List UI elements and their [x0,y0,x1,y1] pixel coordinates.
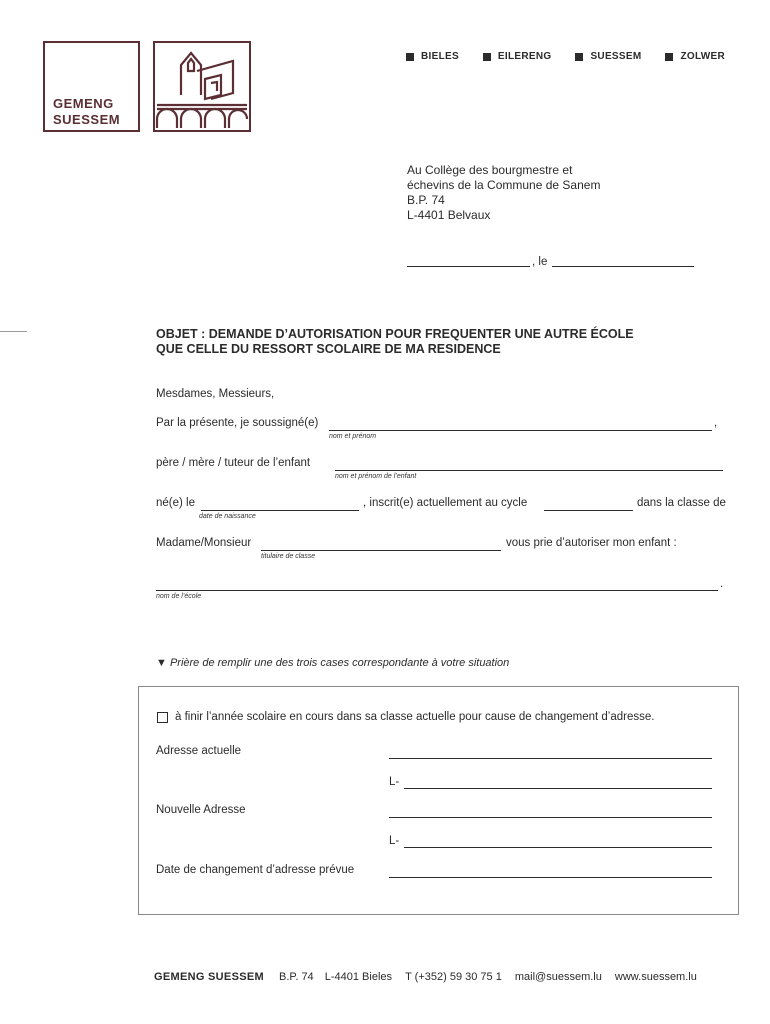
commune-crest-icon [153,41,251,132]
option1-checkbox[interactable] [157,712,168,723]
logo-line2: SUESSEM [53,112,121,127]
date-separator: , le [532,256,548,268]
option1-text: à finir l’année scolaire en cours dans sa classe actuelle pour cause de changement d’adresse. [175,711,655,723]
school-hint: nom de l’école [156,593,202,600]
cycle-label: , inscrit(e) actuellement au cycle [363,497,528,509]
new-postcode-prefix: L- [389,835,400,847]
current-address-label: Adresse actuelle [156,745,242,757]
soussigne-comma: , [714,417,718,429]
class-label: dans la classe de [637,497,726,509]
bridge-tower-icon [155,43,249,130]
footer-contact [154,971,697,983]
current-postcode-field[interactable] [404,788,712,789]
recipient-address: Au Collège des bourgmestre et échevins de la Commune de Sanem B.P. 74 L-4401 Belvaux [407,163,601,222]
gemeng-suessem-logo [43,41,140,132]
parent-label: père / mère / tuteur de l’enfant [156,457,311,469]
teacher-hint: titulaire de classe [261,553,316,560]
nav-item-eilereng[interactable]: EILERENG [483,51,552,62]
footer-bp: B.P. 74 [279,971,314,983]
margin-fold-mark [0,331,27,332]
locality-nav [406,51,725,62]
change-date-field[interactable] [389,877,712,878]
nav-item-bieles[interactable]: BIELES [406,51,459,62]
nav-item-zolwer[interactable]: ZOLWER [665,51,725,62]
teacher-field[interactable] [261,550,501,551]
soussigne-label: Par la présente, je soussigné(e) [156,417,319,429]
name-hint: nom et prénom [329,433,377,440]
child-name-field[interactable] [335,470,723,471]
new-postcode-field[interactable] [404,847,712,848]
change-date-label: Date de changement d’adresse prévue [156,864,355,876]
footer-city: L-4401 Bieles [324,971,393,983]
birth-label: né(e) le [156,497,195,509]
square-bullet-icon [483,53,491,61]
salutation: Mesdames, Messieurs, [156,388,275,400]
footer-website[interactable]: www.suessem.lu [614,971,697,983]
school-period: . [720,578,724,590]
letter-subject: OBJET : DEMANDE D’AUTORISATION POUR FREQUENTER UNE AUTRE ÉCOLE QUE CELLE DU RESSORT SCOLAIRE DE MA RESIDENCE [156,327,634,356]
nav-item-suessem[interactable]: SUESSEM [575,51,641,62]
square-bullet-icon [665,53,673,61]
square-bullet-icon [575,53,583,61]
footer-name: GEMENG SUESSEM [154,971,264,983]
cycle-field[interactable] [544,510,633,511]
new-address-label: Nouvelle Adresse [156,804,246,816]
teacher-label: Madame/Monsieur [156,537,252,549]
place-field[interactable] [407,266,530,267]
request-label: vous prie d’autoriser mon enfant : [506,537,677,549]
square-bullet-icon [406,53,414,61]
new-address-field[interactable] [389,817,712,818]
school-field[interactable] [156,590,718,591]
child-name-hint: nom et prénom de l’enfant [335,473,417,480]
date-field[interactable] [552,266,694,267]
birthdate-hint: date de naissance [199,513,256,520]
logo-line1: GEMENG [53,96,114,111]
current-address-field[interactable] [389,758,712,759]
birthdate-field[interactable] [201,510,359,511]
name-field[interactable] [329,430,712,431]
instruction-note: ▼ Prière de remplir une des trois cases correspondante à votre situation [156,657,510,669]
footer-email[interactable]: mail@suessem.lu [514,971,602,983]
current-postcode-prefix: L- [389,776,400,788]
footer-phone: T (+352) 59 30 75 1 [405,971,502,983]
